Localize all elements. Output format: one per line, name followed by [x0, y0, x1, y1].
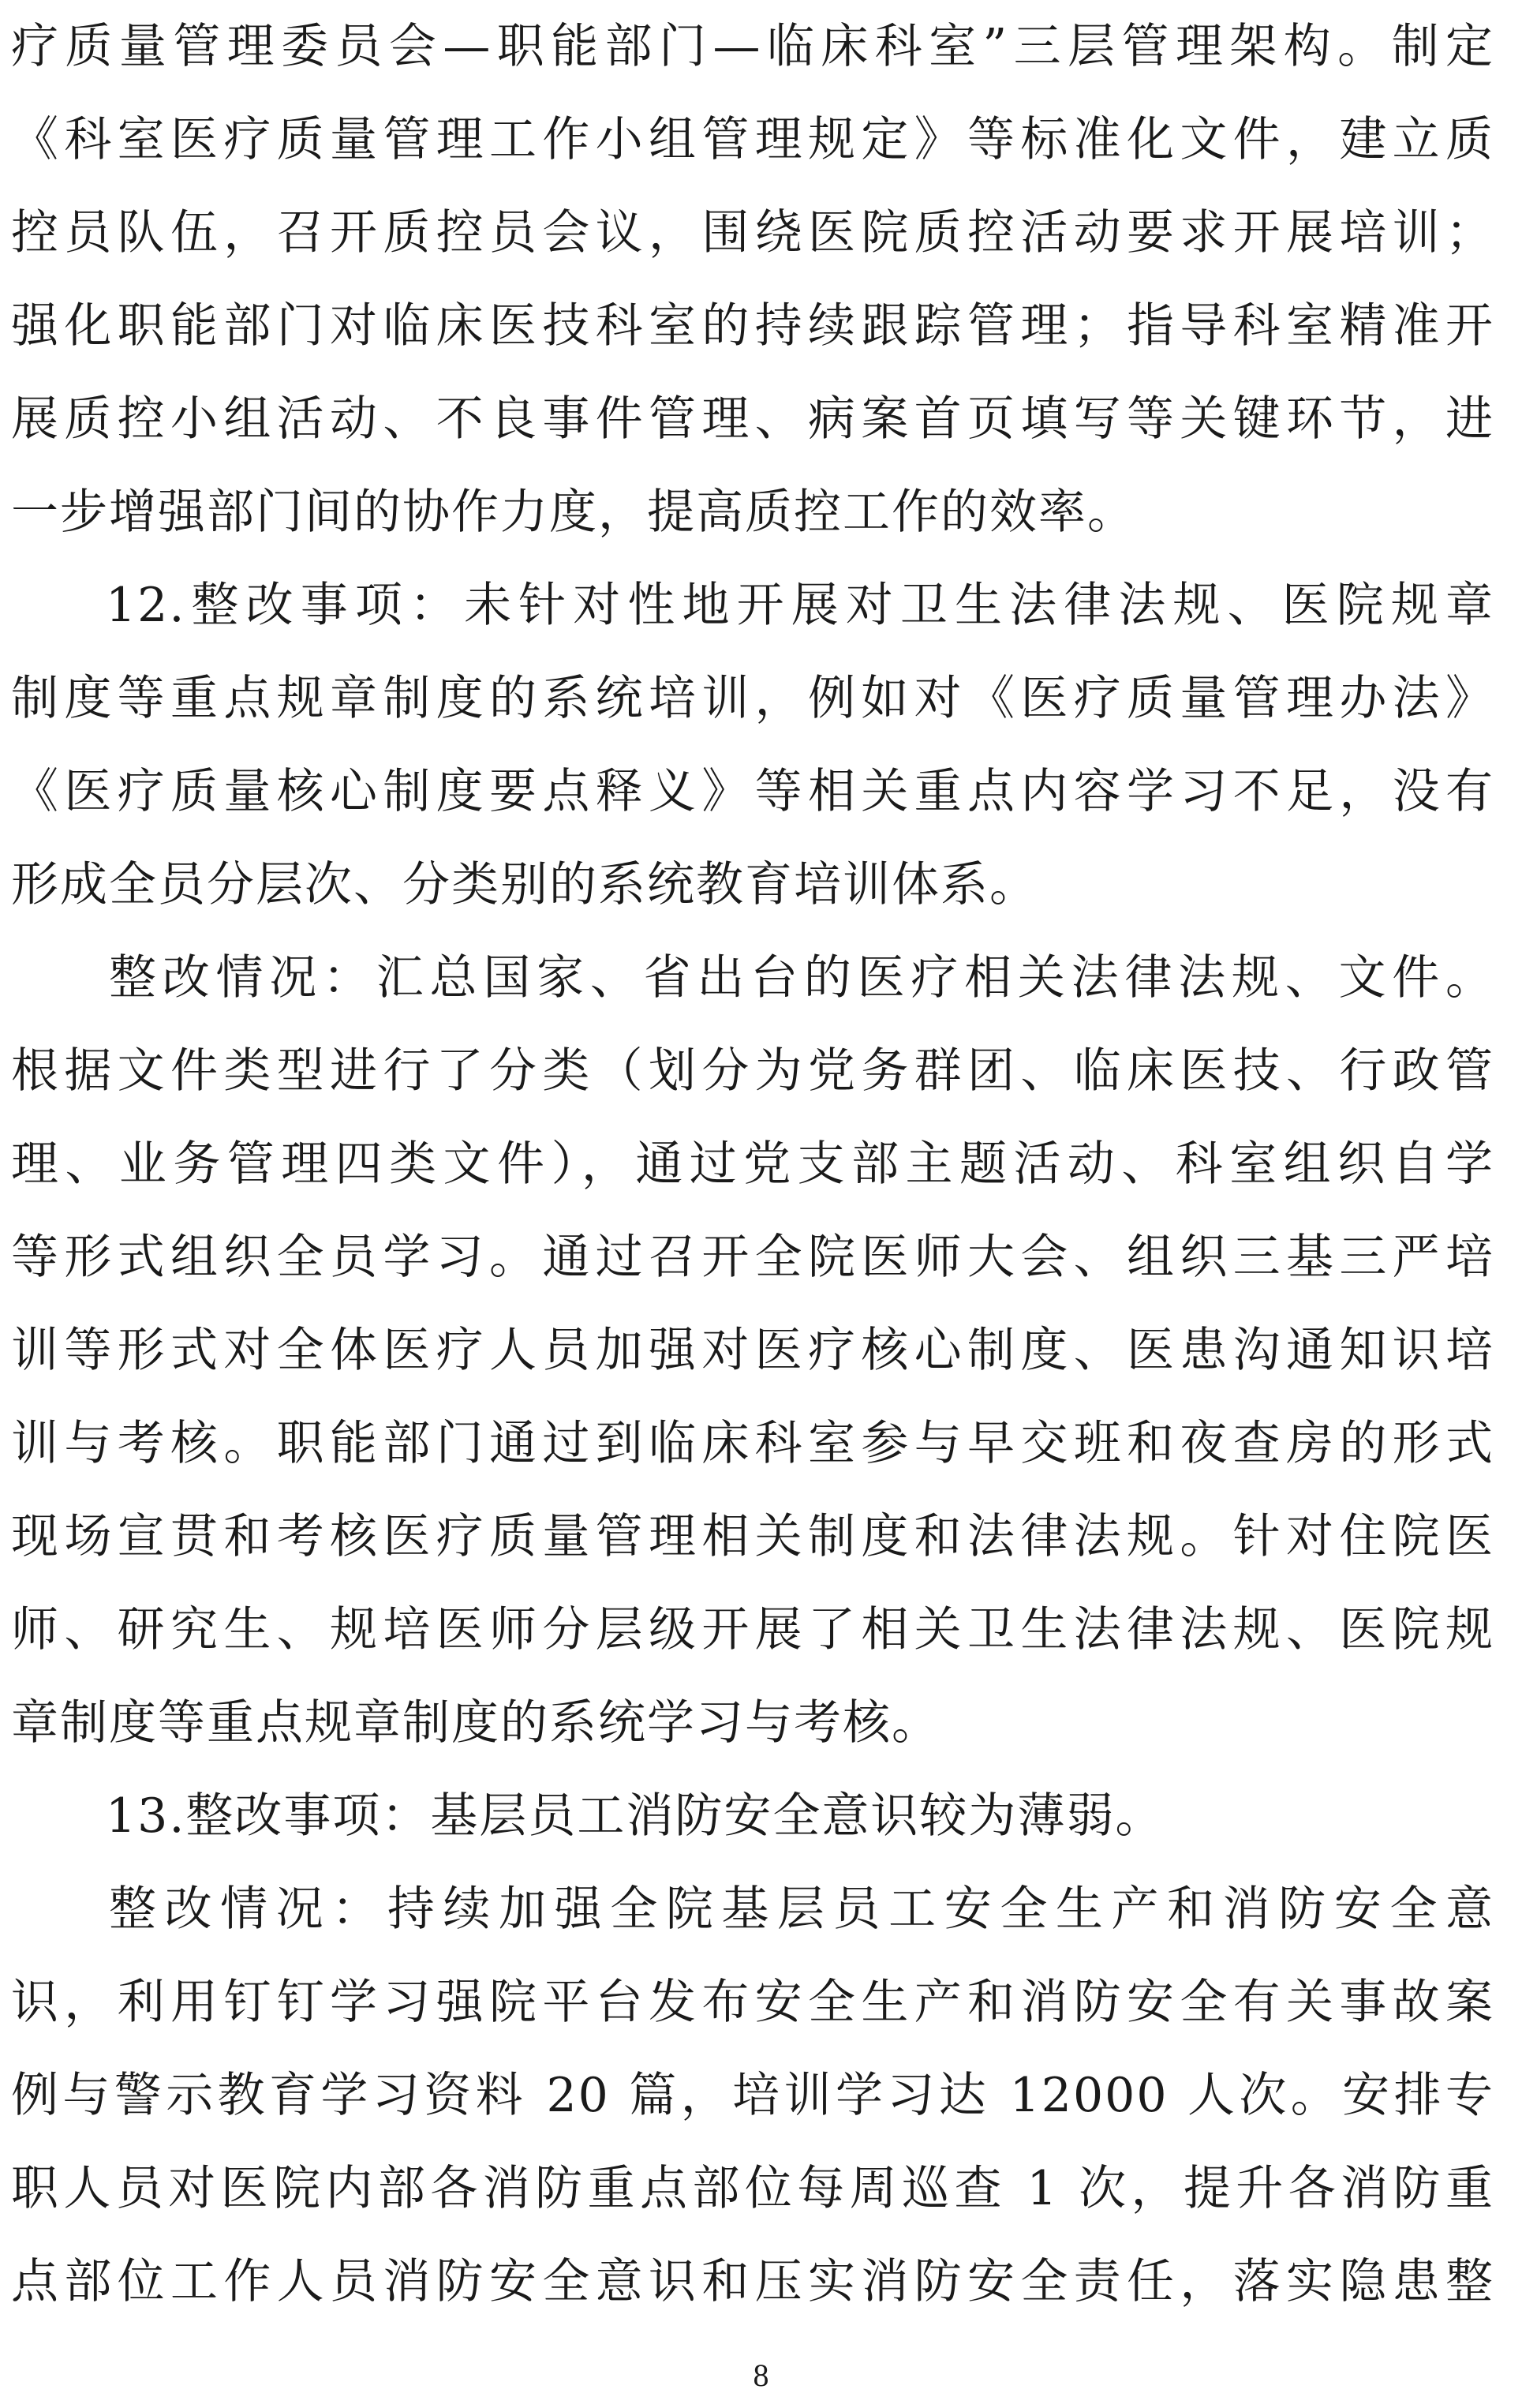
- text-line: 点部位工作人员消防安全意识和压实消防安全责任，落实隐患整: [11, 2254, 1494, 2309]
- text-line: 理、业务管理四类文件），通过党支部主题活动、科室组织自学: [11, 1137, 1494, 1192]
- body-text: [11, 0, 1494, 2328]
- text-line: 例与警示教育学习资料 20 篇，培训学习达 12000 人次。安排专: [11, 2068, 1494, 2123]
- text-line: 制度等重点规章制度的系统培训，例如对《医疗质量管理办法》: [11, 671, 1494, 726]
- item-13-heading: 13.整改事项：基层员工消防安全意识较为薄弱。: [106, 1788, 1165, 1844]
- text-line: 《医疗质量核心制度要点释义》等相关重点内容学习不足，没有: [11, 764, 1494, 819]
- text-line: 强化职能部门对临床医技科室的持续跟踪管理；指导科室精准开: [11, 298, 1494, 354]
- text-line: 根据文件类型进行了分类（划分为党务群团、临床医技、行政管: [11, 1043, 1494, 1099]
- text-line: 识，利用钉钉学习强院平台发布安全生产和消防安全有关事故案: [11, 1975, 1494, 2030]
- text-line: 师、研究生、规培医师分层级开展了相关卫生法律法规、医院规: [11, 1602, 1494, 1657]
- text-line: 一步增强部门间的协作力度，提高质控工作的效率。: [11, 485, 1136, 540]
- text-line: 现场宣贯和考核医疗质量管理相关制度和法律法规。针对住院医: [11, 1509, 1494, 1564]
- text-line: 疗质量管理委员会—职能部门—临床科室”三层管理架构。制定: [11, 19, 1494, 74]
- text-line: 训等形式对全体医疗人员加强对医疗核心制度、医患沟通知识培: [11, 1323, 1494, 1378]
- item-12-status: 整改情况：汇总国家、省出台的医疗相关法律法规、文件。: [109, 950, 1494, 1006]
- text-line: 展质控小组活动、不良事件管理、病案首页填写等关键环节，进: [11, 391, 1494, 447]
- text-line: 《科室医疗质量管理工作小组管理规定》等标准化文件，建立质: [11, 112, 1494, 167]
- text-line: 职人员对医院内部各消防重点部位每周巡查 1 次，提升各消防重: [11, 2161, 1494, 2216]
- item-12-heading: 12.整改事项：未针对性地开展对卫生法律法规、医院规章: [106, 578, 1494, 633]
- text-line: 形成全员分层次、分类别的系统教育培训体系。: [11, 857, 1038, 912]
- text-line: 等形式组织全员学习。通过召开全院医师大会、组织三基三严培: [11, 1230, 1494, 1285]
- text-line: 训与考核。职能部门通过到临床科室参与早交班和夜查房的形式: [11, 1416, 1494, 1471]
- page-number: 8: [753, 2357, 769, 2393]
- item-13-status: 整改情况：持续加强全院基层员工安全生产和消防安全意: [109, 1882, 1494, 1937]
- text-line: 章制度等重点规章制度的系统学习与考核。: [11, 1695, 940, 1751]
- text-line: 控员队伍，召开质控员会议，围绕医院质控活动要求开展培训；: [11, 205, 1494, 260]
